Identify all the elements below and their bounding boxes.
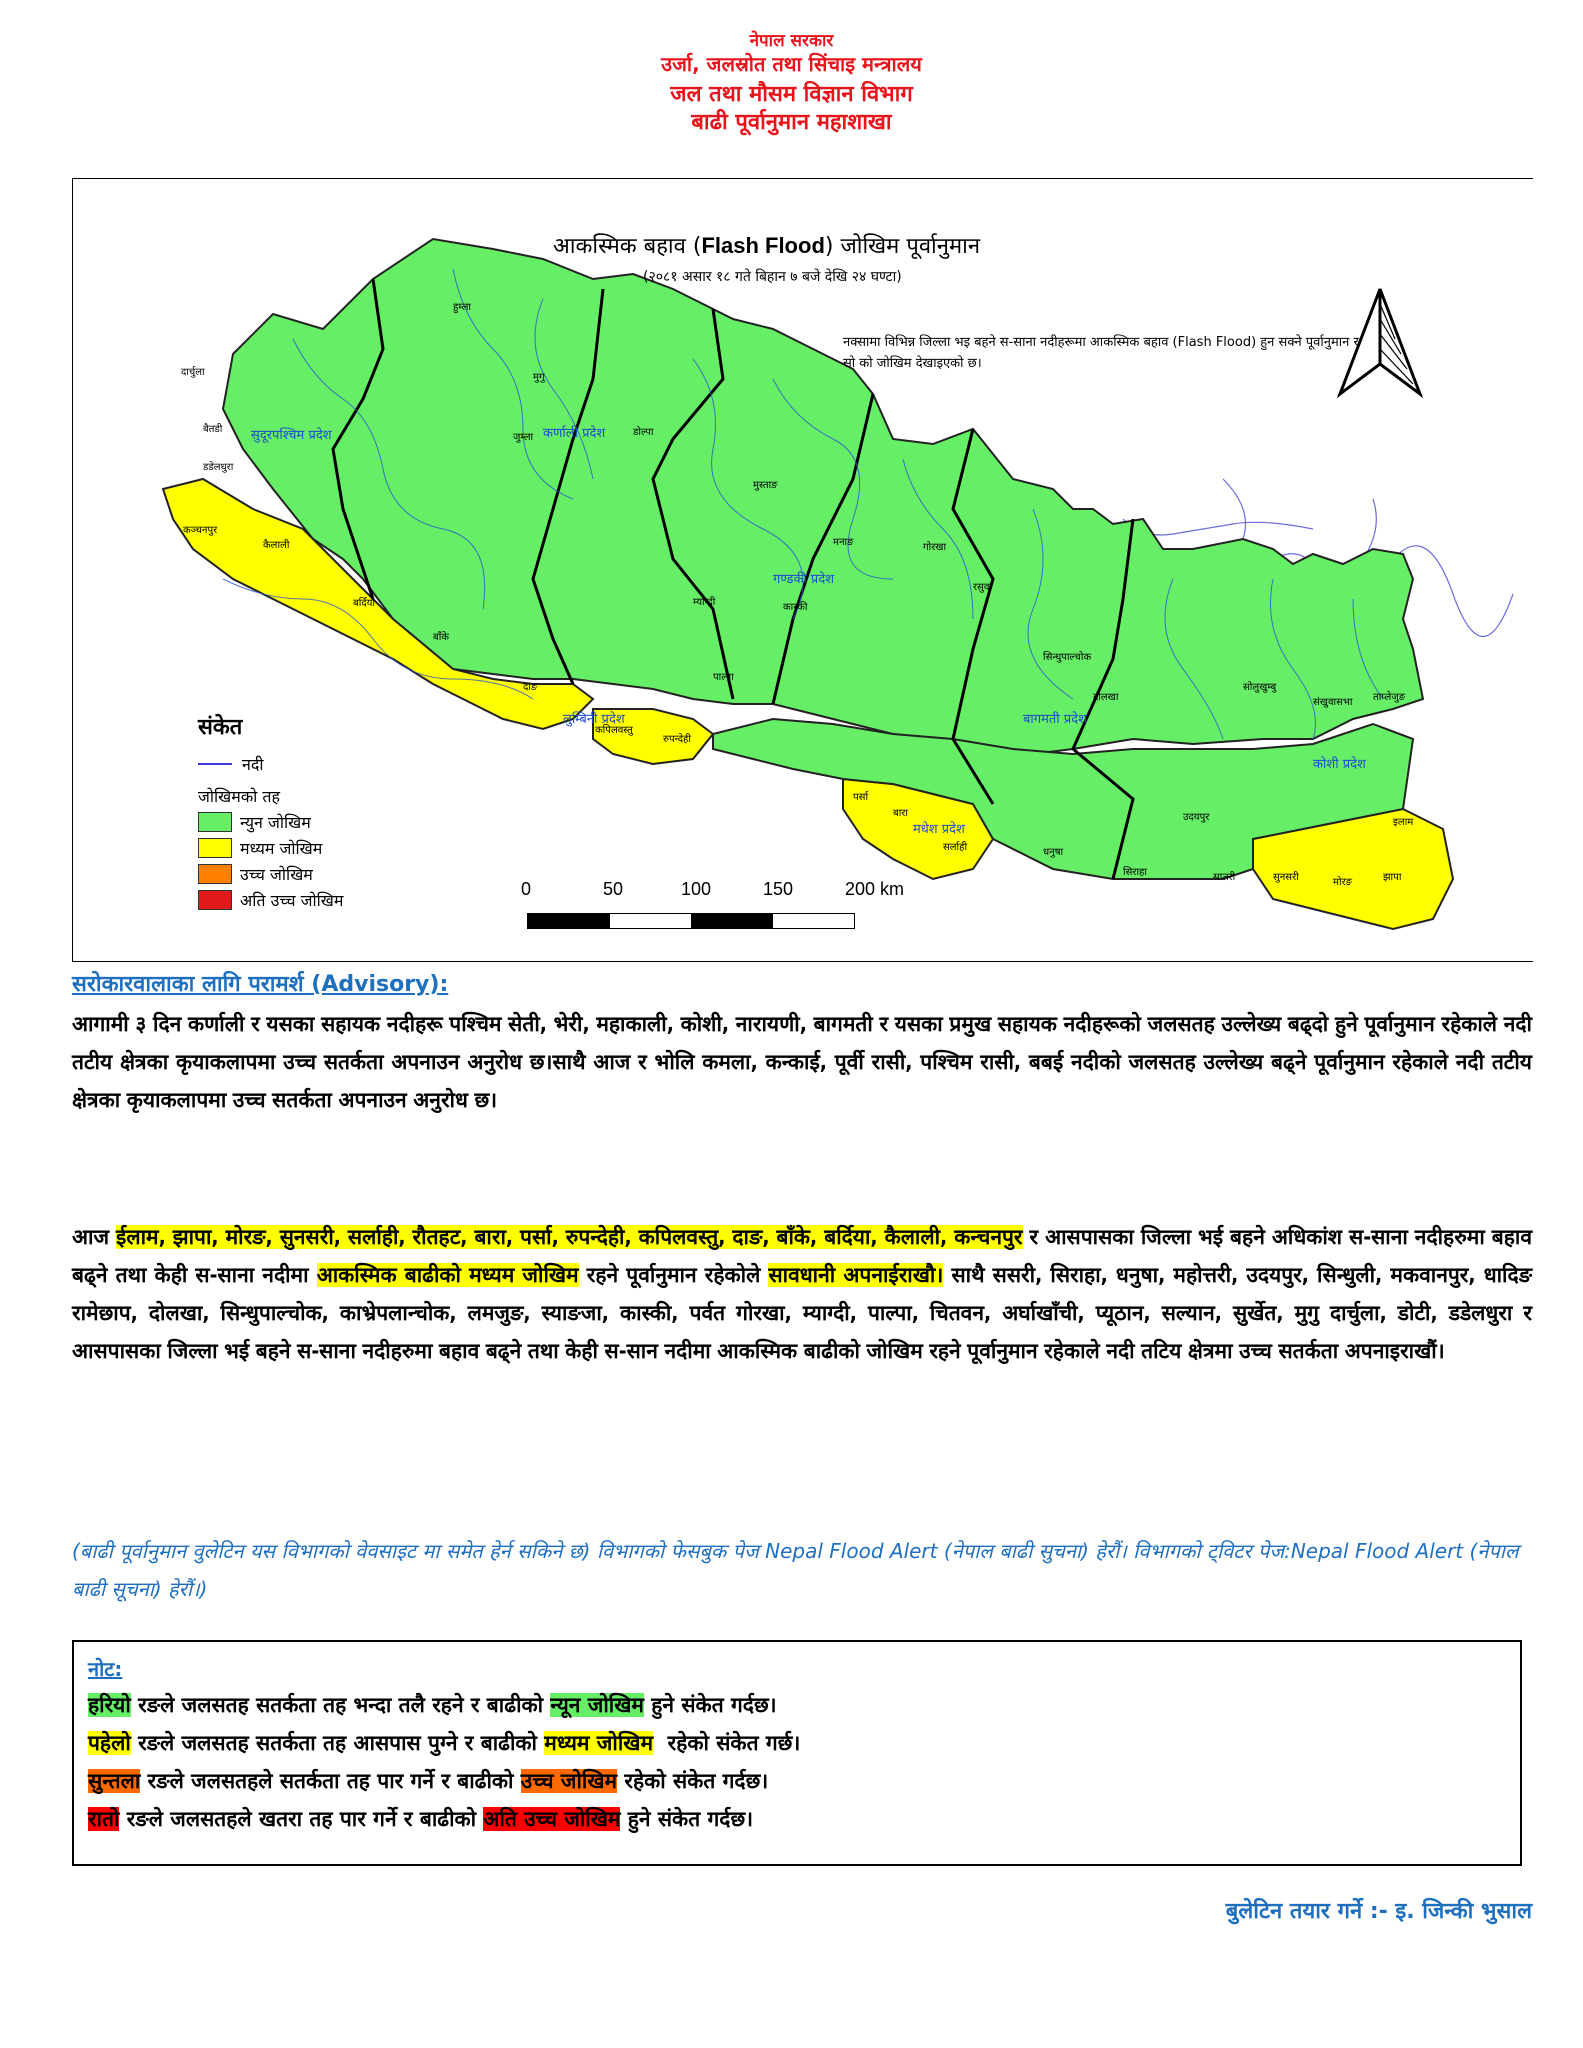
note-row-red	[88, 1800, 1506, 1838]
note-text: हुने संकेत गर्दछ।	[643, 1693, 777, 1717]
note-box	[72, 1640, 1522, 1866]
region-low-risk	[223, 239, 1423, 754]
district-label: बाँके	[433, 632, 449, 643]
text-span: साथै ससरी, सिराहा, धनुषा, महोत्तरी, उदयपुर, सिन्धुली, मकवानपुर, धादिङ रामेछाप, दोलखा, सिन्धुपाल्चोक, काभ्रेपलान्चोक, लमजुङ, स्याङजा, कास्की, पर्वत गोरखा, म्याग्दी, पाल्पा, चितवन, अर्घाखाँची, प्यूठान, सल्यान, सुर्खेत, मुगु दार्चुला, डोटी, डडेलधुरा र आसपासका जिल्ला भई बहने स-साना नदीहरुमा बहाव बढ्ने तथा केही स-सान नदीमा आकस्मिक बाढीको जोखिम रहने पूर्वानुमान रहेकाले नदी तटिय क्षेत्रमा उच्च सतर्कता अपनाइराखौं।	[72, 1263, 1533, 1363]
color-word: पहेलो	[88, 1731, 131, 1755]
advisory-paragraph-2	[72, 1218, 1532, 1370]
scale-tick: 50	[603, 879, 624, 899]
district-label: हुम्ला	[453, 302, 471, 313]
text-span: रहने पूर्वानुमान रहेकोले	[578, 1263, 769, 1287]
region-label: कर्णाली प्रदेश	[543, 426, 606, 441]
risk-label: उच्च जोखिम	[520, 1769, 618, 1793]
header-department: जल तथा मौसम विज्ञान विभाग	[670, 82, 913, 107]
district-label: कञ्चनपुर	[183, 525, 218, 536]
risk-label: न्यून जोखिम	[550, 1693, 644, 1717]
flash-flood-map	[72, 178, 1533, 962]
district-label: संखुवासभा	[1313, 697, 1353, 708]
swatch-very-high	[198, 890, 232, 910]
district-label: दाङ	[523, 682, 538, 693]
prepared-by: बुलेटिन तयार गर्ने :- इ. जिन्की भुसाल	[1225, 1899, 1532, 1924]
legend-item-high	[198, 861, 343, 887]
note-text: हुने संकेत गर्दछ।	[620, 1807, 754, 1831]
district-label: सर्लाही	[943, 842, 968, 853]
highlight-medium-risk: आकस्मिक बाढीको मध्यम जोखिम	[316, 1263, 579, 1287]
swatch-high	[198, 864, 232, 884]
header-gov: नेपाल सरकार	[749, 31, 834, 51]
region-label: बागमती प्रदेश	[1023, 712, 1087, 727]
map-subtitle: (२०८१ असार १८ गते बिहान ७ बजे देखि २४ घण्टा)	[643, 269, 902, 285]
header-division: बाढी पूर्वानुमान महाशाखा	[691, 110, 892, 135]
highlight-caution: सावधानी अपनाईराखौ।	[768, 1263, 944, 1287]
legend-title: संकेत	[198, 715, 243, 740]
district-label: इलाम	[1393, 817, 1414, 828]
district-label: कास्की	[783, 602, 808, 613]
district-label: मुस्ताङ	[753, 480, 778, 491]
map-title: आकस्मिक बहाव (Flash Flood) जोखिम पूर्वानुमान	[553, 233, 981, 259]
color-word: रातो	[88, 1807, 120, 1831]
legend-label: उच्च जोखिम	[240, 865, 313, 884]
district-label: सप्तरी	[1213, 872, 1236, 883]
legend-river-label: नदी	[242, 755, 264, 774]
note-text: रङले जलसतहले खतरा तह पार गर्ने र बाढीको	[119, 1807, 484, 1831]
district-label: म्याग्दी	[693, 597, 716, 608]
legend-item-low	[198, 809, 343, 835]
swatch-medium	[198, 838, 232, 858]
note-text: रङले जलसतह सतर्कता तह भन्दा तलै रहने र बाढीको	[130, 1693, 551, 1717]
note-row-orange	[88, 1762, 1506, 1800]
district-label: रसुवा	[973, 582, 992, 593]
region-label: कोशी प्रदेश	[1313, 757, 1366, 772]
district-label: दार्चुला	[181, 367, 205, 378]
district-label: गोरखा	[923, 542, 947, 553]
note-text: रङले जलसतह सतर्कता तह आसपास पुग्ने र बाढीको	[130, 1731, 545, 1755]
district-label: दोलखा	[1093, 692, 1119, 703]
note-row-yellow	[88, 1724, 1506, 1762]
region-label: मधेश प्रदेश	[913, 822, 965, 837]
district-label: सोलुखुम्बु	[1243, 682, 1277, 693]
district-label: मनाङ	[833, 537, 854, 548]
scale-tick: 100	[681, 879, 712, 899]
region-label: लुम्बिनी प्रदेश	[563, 712, 625, 727]
region-label: सुदूरपश्चिम प्रदेश	[251, 428, 332, 443]
region-label: गण्डकी प्रदेश	[773, 572, 835, 587]
district-label: पाल्पा	[713, 672, 734, 683]
note-text: रङले जलसतहले सतर्कता तह पार गर्ने र बाढीको	[140, 1769, 521, 1793]
district-label: बारा	[893, 808, 908, 819]
district-label: बैतडी	[203, 424, 223, 435]
district-label: ताप्लेजुङ	[1373, 692, 1406, 703]
text-span: आज	[72, 1225, 117, 1249]
district-label: कैलाली	[263, 540, 290, 551]
district-label: सिराहा	[1123, 867, 1147, 878]
note-row-green	[88, 1686, 1506, 1724]
note-text: रहेको संकेत गर्दछ।	[617, 1769, 769, 1793]
risk-label: मध्यम जोखिम	[544, 1731, 653, 1755]
north-arrow-icon	[1335, 284, 1425, 404]
highlight-districts: ईलाम, झापा, मोरङ, सुनसरी, सर्लाही, रौतहट, बारा, पर्सा, रुपन्देही, कपिलवस्तु, दाङ, बाँके, बर्दिया, कैलाली, कन्चनपुर	[116, 1225, 1023, 1249]
district-label: उदयपुर	[1183, 812, 1210, 823]
header-ministry: उर्जा, जलस्रोत तथा सिंचाइ मन्त्रालय	[661, 52, 922, 76]
risk-label: अति उच्च जोखिम	[483, 1807, 621, 1831]
legend-label: अति उच्च जोखिम	[240, 891, 344, 910]
scale-bar	[513, 879, 905, 929]
district-label: कपिलवस्तु	[595, 725, 633, 736]
legend-item-very-high	[198, 887, 343, 913]
map-legend	[198, 711, 343, 913]
district-label: जुम्ला	[513, 432, 534, 443]
map-note: नक्सामा विभिन्न जिल्ला भइ बहने स-साना नदीहरूमा आकस्मिक बहाव (Flash Flood) हुन सक्ने पूर्वानुमान र सो को जोखिम देखाइएको छ।	[843, 335, 1359, 371]
advisory-title: सरोकारवालाका लागि परामर्श (Advisory):	[72, 972, 449, 997]
district-label: धनुषा	[1043, 847, 1064, 858]
district-label: बर्दिया	[353, 598, 375, 609]
district-label: मुगु	[533, 372, 545, 383]
color-word: सुन्तला	[88, 1769, 141, 1793]
district-label: पर्सा	[853, 792, 869, 803]
district-label: झापा	[1383, 872, 1402, 883]
legend-label: न्युन जोखिम	[240, 813, 311, 832]
scale-tick: 200 km	[845, 879, 905, 899]
district-label: रुपन्देही	[663, 734, 691, 745]
advisory-paragraph-1: आगामी ३ दिन कर्णाली र यसका सहायक नदीहरू पश्चिम सेती, भेरी, महाकाली, कोशी, नारायणी, बागमती र यसका प्रमुख सहायक नदीहरूको जलसतह उल्लेख्य बढ्दो हुने पूर्वानुमान रहेकाले नदी तटीय क्षेत्रका कृयाकलापमा उच्च सतर्कता अपनाउन अनुरोध छ।साथै आज र भोलि कमला, कन्काई, पूर्वी रासी, पश्चिम रासी, बबई नदीको जलसतह उल्लेख्य बढ्ने पूर्वानुमान रहेकाले नदी तटीय क्षेत्रका कृयाकलापमा उच्च सतर्कता अपनाउन अनुरोध छ।	[72, 1012, 1532, 1112]
district-label: डोल्पा	[633, 427, 654, 438]
swatch-low	[198, 812, 232, 832]
text-span: र आसपासका जिल्ला भई बहने अधिकांश स-साना नदीहरुमा बहाव बढ्ने तथा केही स-साना नदीमा	[72, 1225, 1532, 1287]
district-label: सुनसरी	[1273, 872, 1299, 883]
legend-item-medium	[198, 835, 343, 861]
district-label: सिन्धुपाल्चोक	[1043, 652, 1092, 663]
legend-river	[198, 751, 343, 777]
legend-risk-title: जोखिमको तह	[198, 787, 280, 806]
legend-label: मध्यम जोखिम	[240, 839, 323, 858]
note-title: नोट:	[88, 1657, 123, 1681]
river-line-icon	[198, 763, 232, 765]
color-word: हरियो	[88, 1693, 131, 1717]
district-label: डडेलधुरा	[203, 462, 234, 473]
district-label: मोरङ	[1333, 877, 1353, 888]
scale-tick: 0	[521, 879, 532, 899]
scale-tick: 150	[763, 879, 794, 899]
note-text: रहेको संकेत गर्छ।	[653, 1731, 801, 1755]
info-links: (बाढी पूर्वानुमान वुलेटिन यस विभागको वेवसाइट मा समेत हेर्न सकिने छ) विभागको फेसबुक पेज Nepal Flood Alert (नेपाल बाढी सुचना) हेरौं। विभागको ट्विटर पेज:Nepal Flood Alert (नेपाल बाढी सूचना) हेरौं।)	[72, 1539, 1519, 1601]
